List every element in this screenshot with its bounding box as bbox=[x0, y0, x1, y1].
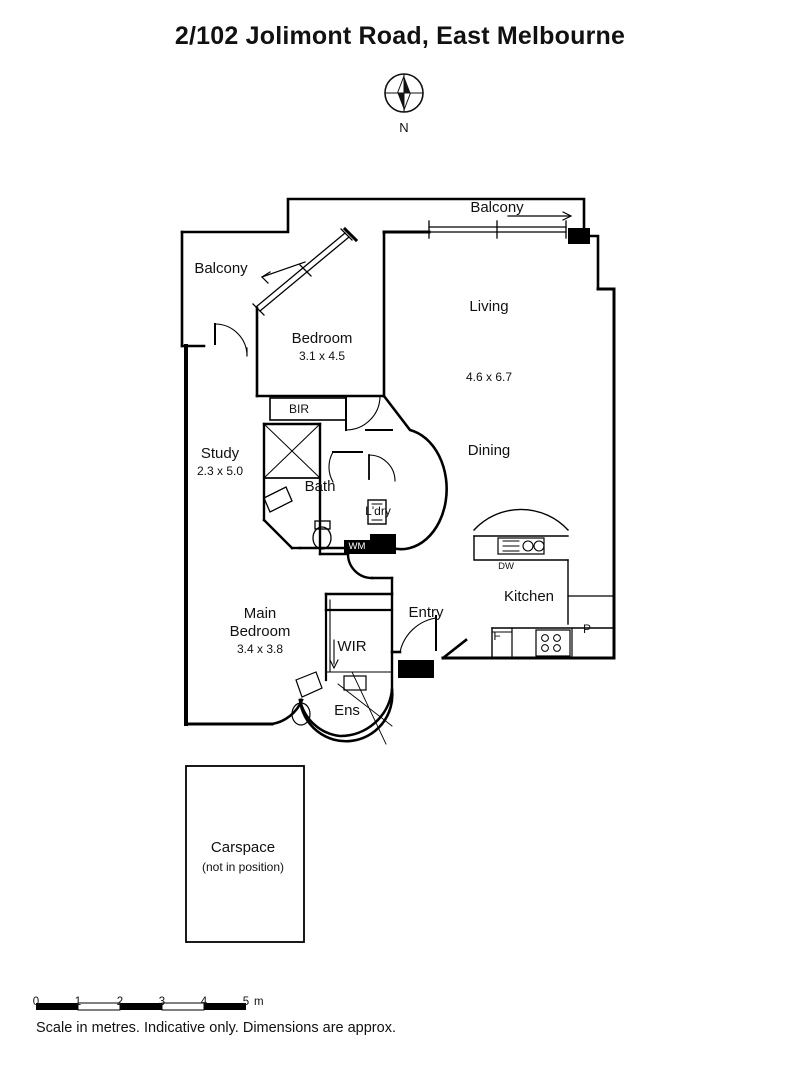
room-dims-living: 4.6 x 6.7 bbox=[465, 370, 513, 384]
room-label-bir: BIR bbox=[288, 402, 310, 416]
room-label-ens: Ens bbox=[334, 702, 360, 719]
room-label-balcony-left: Balcony bbox=[194, 260, 248, 277]
scale-tick-3: 3 bbox=[158, 996, 166, 1008]
room-dims-study: 2.3 x 5.0 bbox=[196, 464, 244, 478]
scale-tick-4: 4 bbox=[200, 996, 208, 1008]
room-label-bedroom: Bedroom bbox=[291, 330, 353, 347]
room-label-balcony-top: Balcony bbox=[470, 199, 524, 216]
carspace-note: (not in position) bbox=[201, 860, 285, 874]
appliance-label-pantry: P bbox=[582, 622, 592, 636]
room-label-kitchen: Kitchen bbox=[503, 588, 555, 605]
page-title: 2/102 Jolimont Road, East Melbourne bbox=[174, 22, 626, 50]
room-label-entry: Entry bbox=[408, 604, 444, 621]
room-label-main-bedroom-line1: Main bbox=[243, 605, 277, 622]
room-label-main-bedroom-line2: Bedroom bbox=[229, 623, 291, 640]
scale-tick-2: 2 bbox=[116, 996, 124, 1008]
room-dims-bedroom: 3.1 x 4.5 bbox=[298, 349, 346, 363]
scale-note: Scale in metres. Indicative only. Dimensions are approx. bbox=[36, 1020, 396, 1036]
appliance-label-dw: DW bbox=[498, 561, 514, 572]
room-label-bath: Bath bbox=[304, 478, 336, 495]
room-label-dining: Dining bbox=[467, 442, 511, 459]
scale-tick-5: 5 bbox=[242, 996, 250, 1008]
scale-tick-0: 0 bbox=[32, 996, 40, 1008]
appliance-label-fridge: F bbox=[493, 629, 501, 643]
room-label-carspace: Carspace bbox=[210, 839, 276, 856]
scale-tick-1: 1 bbox=[74, 996, 82, 1008]
compass-north-label: N bbox=[399, 120, 409, 135]
room-dims-main-bedroom: 3.4 x 3.8 bbox=[236, 642, 284, 656]
appliance-label-wm: WM bbox=[348, 541, 366, 552]
room-label-laundry: L'dry bbox=[365, 504, 391, 518]
scale-unit-label: m bbox=[254, 996, 264, 1008]
room-label-wir: WIR bbox=[337, 638, 367, 655]
room-label-study: Study bbox=[200, 445, 240, 462]
room-label-living: Living bbox=[469, 298, 509, 315]
